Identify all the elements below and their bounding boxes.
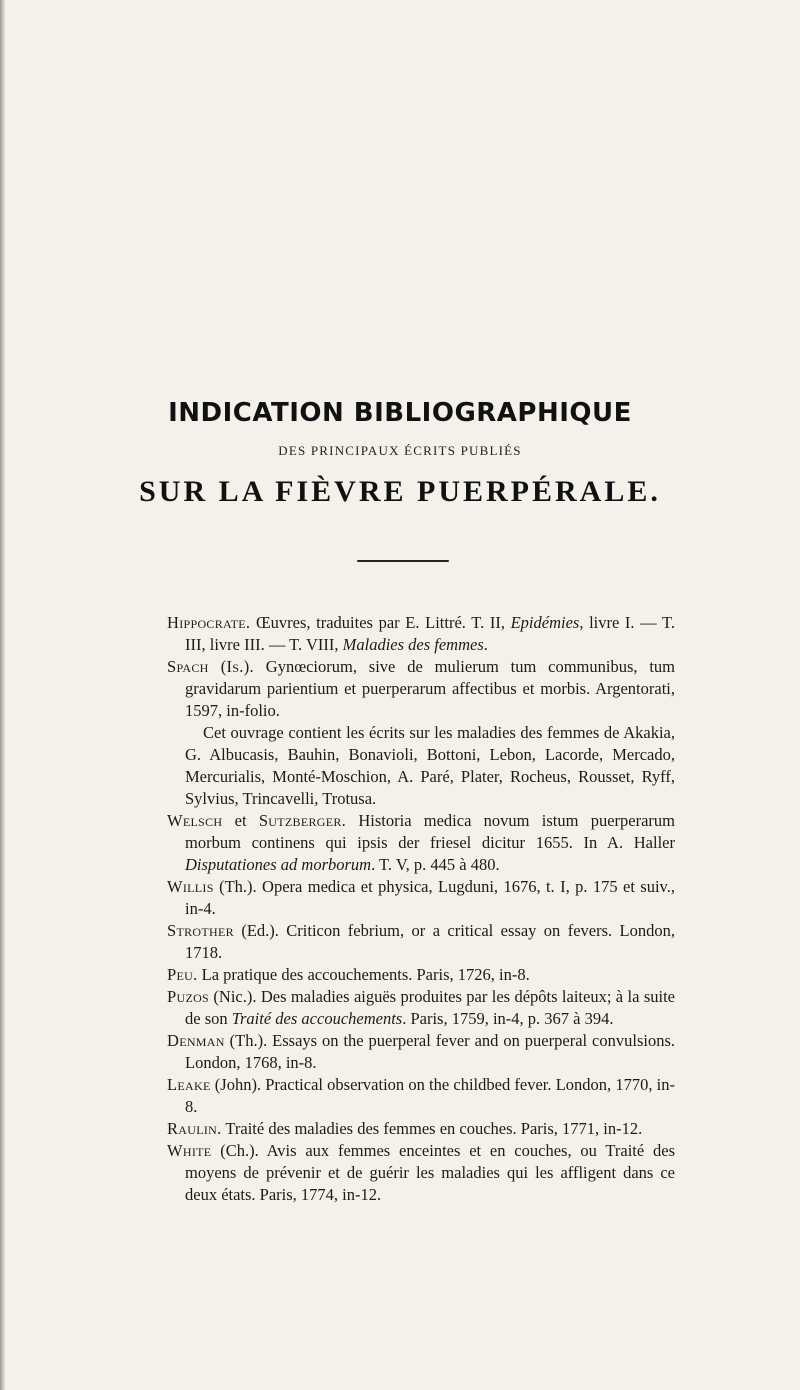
- page-edge-shadow: [0, 0, 5, 1390]
- page-subtitle: DES PRINCIPAUX ÉCRITS PUBLIÉS: [278, 443, 522, 458]
- entry-text: Traité des maladies des femmes en couches. Paris, 1771, in-12.: [221, 1119, 643, 1138]
- entry-text: Historia medica novum istum puerperarum morbum continens qui ipsis der friesel dicitur 1655. In A. Haller: [185, 811, 675, 852]
- entry-text: (Th.). Essays on the puerperal fever and on puerperal convulsions. London, 1768, in-8.: [185, 1031, 675, 1072]
- entry-author: Hippocrate.: [167, 613, 251, 632]
- entry-author: Spach (Is.).: [167, 657, 254, 676]
- bibliography-note: Cet ouvrage contient les écrits sur les maladies des femmes de Akakia, G. Albucasis, Bauhin, Bonavioli, Bottoni, Lebon, Lacorde, Mercado, Mercurialis, Monté-Moschion, A. Paré, Plater, Rocheus, Rousset, Ryff, Sylvius, Trincavelli, Trotusa.: [185, 723, 675, 808]
- entry-text: (Ed.). Criticon febrium, or a critical essay on fevers. London, 1718.: [185, 921, 675, 962]
- bibliography-entry: [167, 964, 675, 986]
- bibliography-entry: [167, 1030, 675, 1074]
- bibliography-list: [167, 612, 675, 1206]
- bibliography-entry: [167, 1118, 675, 1140]
- entry-author: Leake: [167, 1075, 211, 1094]
- entry-text: , livre I. — T. III, livre III. — T. VIII,: [185, 613, 675, 654]
- bibliography-entry: [167, 876, 675, 920]
- entry-text: (Nic.). Des maladies aiguës produites par les dépôts laiteux; à la suite de son: [185, 987, 675, 1028]
- entry-author: Welsch: [167, 811, 223, 830]
- bibliography-entry: [167, 810, 675, 876]
- entry-text: Gynœciorum, sive de mulierum tum communibus, tum gravidarum parientium et puerperarum affectibus et morbis. Argentorati, 1597, in-folio.: [185, 657, 675, 720]
- entry-text: Œuvres, traduites par E. Littré. T. II,: [250, 613, 511, 632]
- bibliography-entry: [167, 1074, 675, 1118]
- entry-author: Denman: [167, 1031, 225, 1050]
- entry-author: Sutzberger.: [258, 811, 347, 830]
- entry-text: (Th.). Opera medica et physica, Lugduni, 1676, t. I, p. 175 et suiv., in-4.: [185, 877, 675, 918]
- bibliography-entry: [167, 986, 675, 1030]
- entry-text: et: [222, 811, 259, 830]
- entry-author: Strother: [167, 921, 234, 940]
- entry-author: Peu.: [167, 965, 198, 984]
- entry-text: La pratique des accouchements. Paris, 1726, in-8.: [197, 965, 530, 984]
- entry-work-title: Maladies des femmes: [342, 635, 484, 654]
- entry-author: Puzos: [167, 987, 210, 1006]
- entry-text: .: [483, 635, 488, 654]
- bibliography-entry: [167, 920, 675, 964]
- entry-text: (Ch.). Avis aux femmes enceintes et en couches, ou Traité des moyens de prévenir et de guérir les maladies qui les affligent dans ce deux états. Paris, 1774, in-12.: [185, 1141, 675, 1204]
- page-title: INDICATION BIBLIOGRAPHIQUE: [168, 398, 632, 428]
- entry-author: Raulin.: [167, 1119, 222, 1138]
- bibliography-entry: [167, 1140, 675, 1206]
- section-heading: SUR LA FIÈVRE PUERPÉRALE.: [139, 475, 661, 508]
- entry-text: . T. V, p. 445 à 480.: [371, 855, 500, 874]
- bibliography-entry: [167, 612, 675, 656]
- entry-author: Willis: [167, 877, 214, 896]
- entry-text: (John). Practical observation on the childbed fever. London, 1770, in-8.: [185, 1075, 675, 1116]
- decorative-rule: [357, 560, 449, 562]
- entry-work-title: Epidémies: [510, 613, 580, 632]
- entry-text: . Paris, 1759, in-4, p. 367 à 394.: [402, 1009, 614, 1028]
- entry-work-title: Traité des accouchements: [231, 1009, 403, 1028]
- bibliography-entry: [167, 656, 675, 722]
- entry-work-title: Disputationes ad morborum: [185, 855, 372, 874]
- entry-author: White: [167, 1141, 212, 1160]
